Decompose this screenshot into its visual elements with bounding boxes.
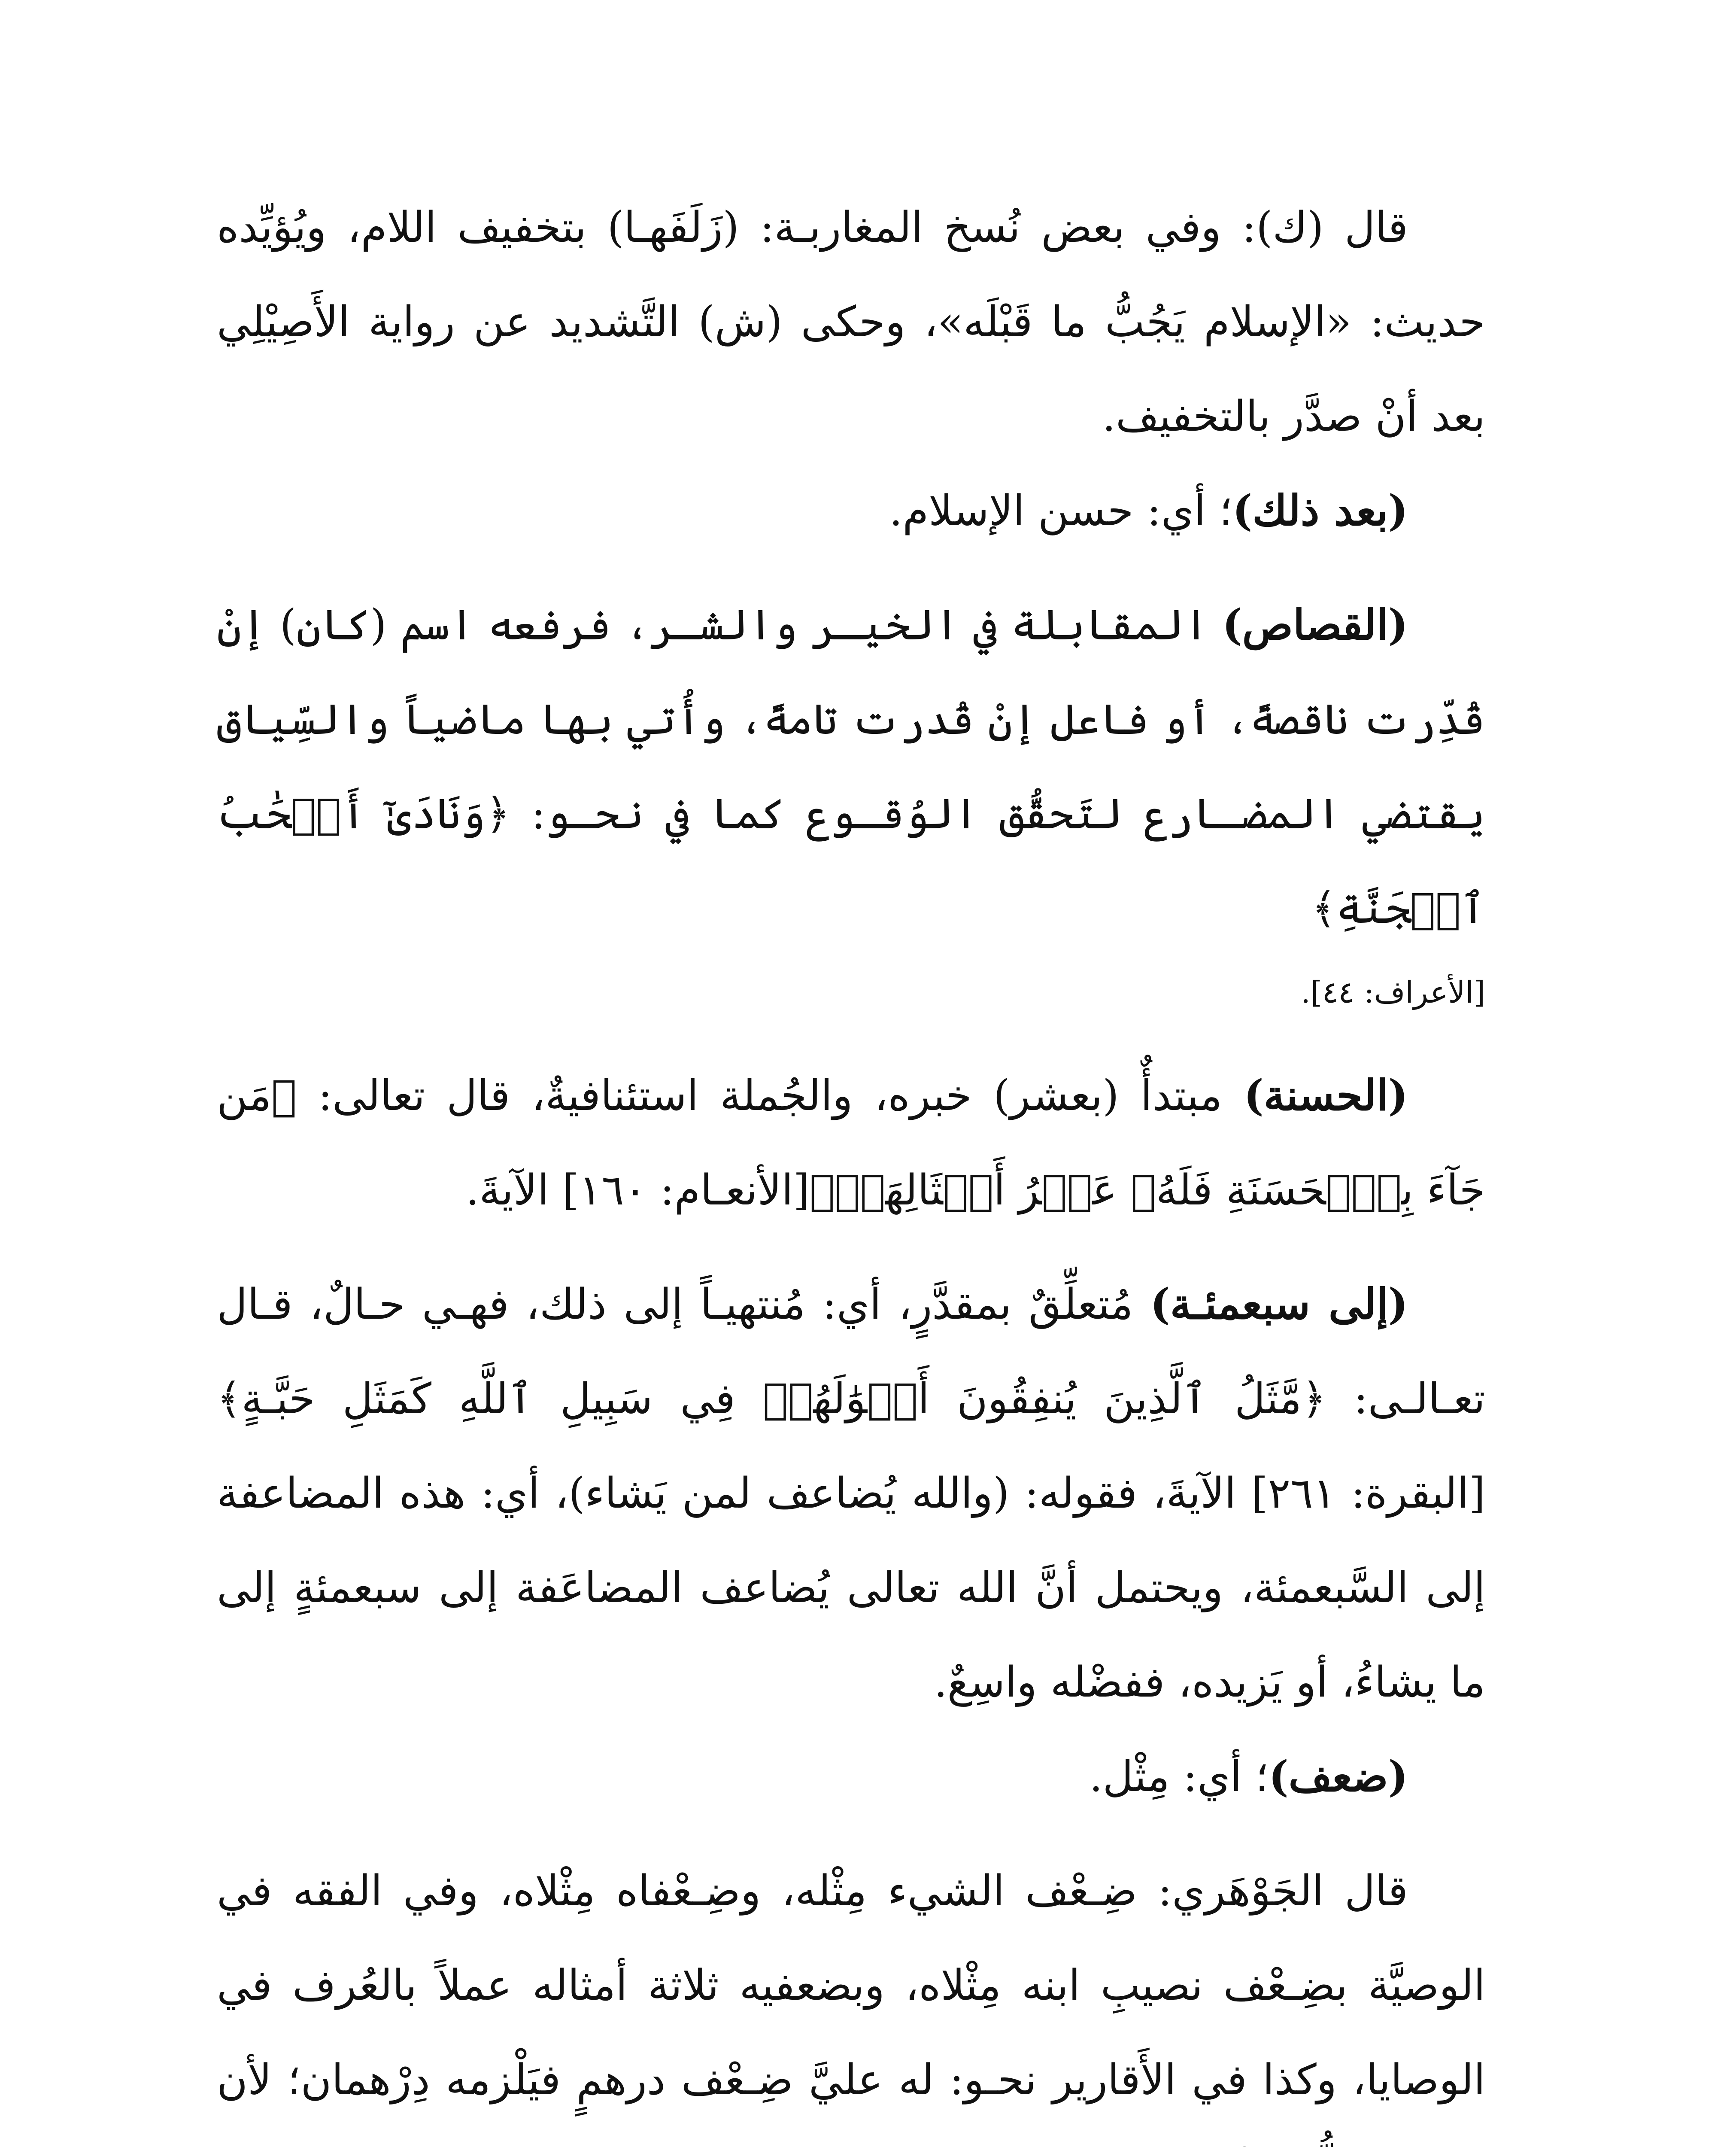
paragraph-bad-dhalik xyxy=(217,464,1485,558)
headword: (ضعف) xyxy=(1269,1752,1408,1801)
paragraph-hasana xyxy=(217,1049,1485,1238)
headword: (القصاص) xyxy=(1222,600,1408,650)
paragraph-text: مُتعلِّقٌ بمقدَّرٍ، أي: مُنتهيـاً إلى ذلك، فهـي حـالٌ، قـال تعـالـى: ﴿مَّثَلُ ٱلَّذِينَ يُنفِقُونَ أَمۡوَٰلَهُمۡ فِي سَبِيلِ ٱللَّهِ كَمَثَلِ حَبَّـةٍ﴾[البقرة: ٢٦١] الآيةَ، فقوله: (والله يُضاعف لمن يَشاء)، أي: هذه المضاعفة إلى السَّبعمئة، ويحتمل أنَّ الله تعالى يُضاعف المضاعَفة إلى سبعمئةٍ إلى ما يشاءُ، أو يَزيده، ففضْله واسِعٌ. xyxy=(217,1280,1485,1707)
paragraph-text: مبتدأٌ (بعشر) خبره، والجُملة استئنافيةٌ، قال تعالى: ﴿مَن جَآءَ بِٱلۡحَسَنَةِ فَلَهُۥ عَشۡرُ أَمۡثَالِهَاۖ﴾[الأنعـام: ١٦٠] الآيةَ. xyxy=(217,1071,1485,1215)
paragraph-text: قال (ك): وفي بعض نُسخ المغاربـة: (زَلَفَهـا) بتخفيف اللام، ويُؤيِّده حديث: «الإسلام يَجُبُّ ما قَبْلَه»، وحكى (ش) التَّشديد عن رواية الأَصِيْلِي بعد أنْ صدَّر بالتخفيف. xyxy=(217,203,1485,441)
quran-reference-araf xyxy=(217,956,1485,1029)
reference-text: [الأعراف: ٤٤]. xyxy=(1301,975,1485,1010)
paragraph-text: المقابلة في الخيـر والشـر، فرفعه اسم (كان) إنْ قُدِّرت ناقصةً، أو فاعل إنْ قُدرت تامةً، وأُتي بها ماضياً والسِّياق يقتضي المضـارع لتَحقُّق الوُقـوع كما في نحـو: ﴿وَنَادَىٰٓ أَصۡحَٰبُ ٱلۡجَنَّةِ﴾ xyxy=(217,601,1485,933)
paragraph-text: قال الجَوْهَري: ضِـعْف الشيء مِثْله، وضِـعْفاه مِثْلاه، وفي الفقه في الوصيَّة بضِـعْف نصيبِ ابنه مِثْلاه، وبضعفيه ثلاثة أمثاله عملاً بالعُرف في الوصايا، وكذا في الأَقارير نحـو: له عليَّ ضِـعْف درهمٍ فيَلْزمه دِرْهمان؛ لأن xyxy=(217,1867,1485,2104)
body-text xyxy=(217,180,1485,2147)
headword: (الحسنة) xyxy=(1244,1071,1408,1120)
paragraph-sabumia xyxy=(217,1257,1485,1730)
paragraph-dif xyxy=(217,1730,1485,1824)
paragraph-qisas xyxy=(217,578,1485,956)
headword: (إلى سبعمئـة) xyxy=(1150,1280,1408,1329)
paragraph-text: ؛ أي: مِثْل. xyxy=(1089,1752,1269,1801)
paragraph-nuskh-almaghariba xyxy=(217,180,1485,464)
headword: (بعد ذلك) xyxy=(1232,486,1408,535)
paragraph-jawhari xyxy=(217,1844,1485,2147)
paragraph-text: ؛ أي: حسن الإسلام. xyxy=(889,487,1233,535)
